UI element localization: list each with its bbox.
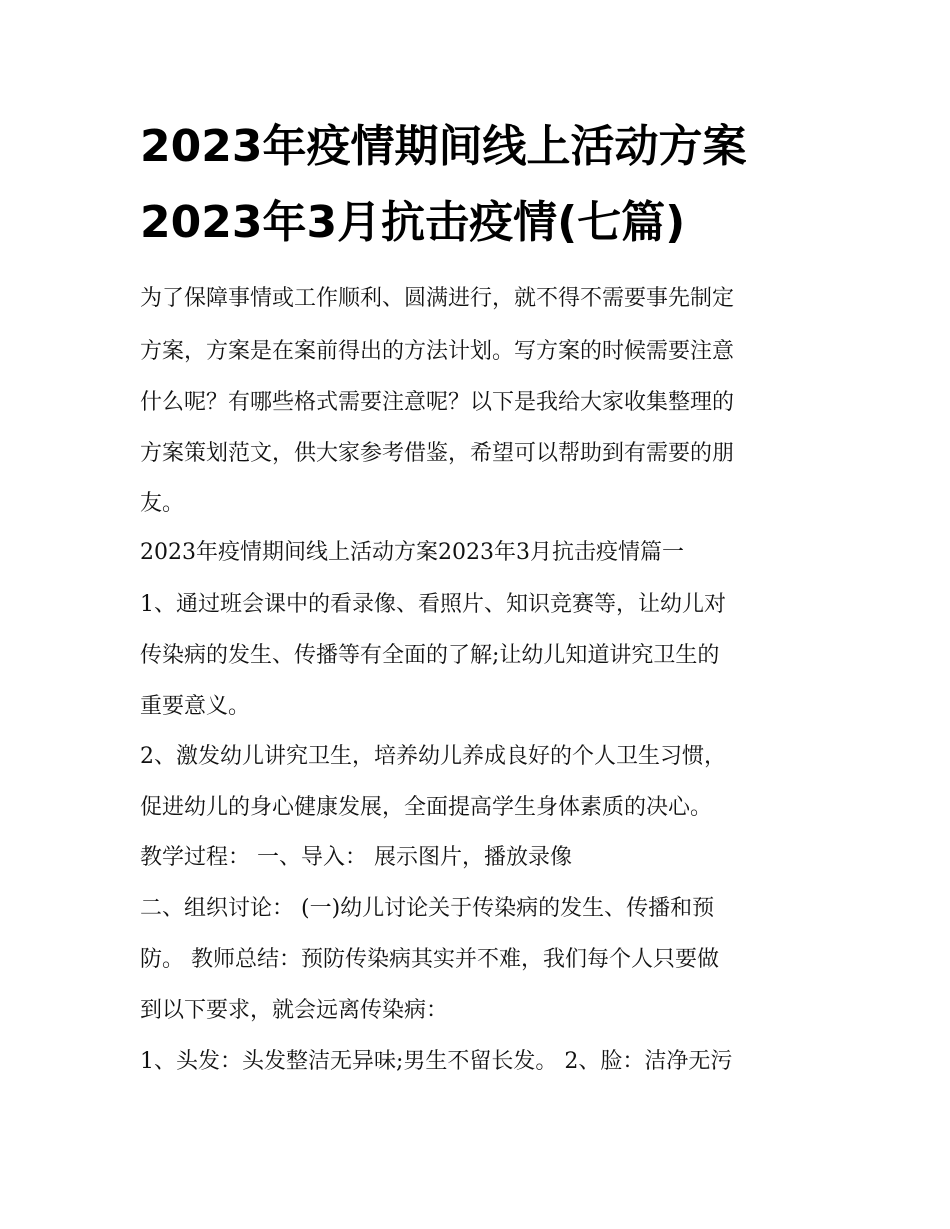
body-line-9: 重要意义。	[140, 694, 251, 719]
body-line-1: 为了保障事情或工作顺利、圆满进行，就不得不需要事先制定	[140, 286, 735, 311]
body-line-5: 友。	[140, 491, 185, 516]
body-line-10: 2、激发幼儿讲究卫生，培养幼儿养成良好的个人卫生习惯，	[140, 744, 726, 769]
section-heading-line: 2023年疫情期间线上活动方案2023年3月抗击疫情篇一	[140, 540, 684, 565]
body-line-7: 1、通过班会课中的看录像、看照片、知识竞赛等，让幼儿对	[140, 592, 726, 617]
body-line-12: 教学过程： 一、导入： 展示图片，播放录像	[140, 845, 572, 870]
body-line-16: 1、头发：头发整洁无异味;男生不留长发。 2、脸：洁净无污	[140, 1049, 733, 1074]
body-line-3: 什么呢？有哪些格式需要注意呢？以下是我给大家收集整理的	[140, 390, 735, 415]
document-title-line-2: 2023年3月抗击疫情(七篇)	[140, 197, 686, 248]
body-line-15: 到以下要求，就会远离传染病：	[140, 998, 449, 1023]
body-line-14: 防。 教师总结：预防传染病其实并不难，我们每个人只要做	[140, 947, 719, 972]
body-line-11: 促进幼儿的身心健康发展，全面提高学生身体素质的决心。	[140, 795, 713, 820]
body-line-13: 二、组织讨论： (一)幼儿讨论关于传染病的发生、传播和预	[140, 896, 715, 921]
body-line-2: 方案，方案是在案前得出的方法计划。写方案的时候需要注意	[140, 339, 735, 364]
body-line-4: 方案策划范文，供大家参考借鉴，希望可以帮助到有需要的朋	[140, 441, 735, 466]
body-line-8: 传染病的发生、传播等有全面的了解;让幼儿知道讲究卫生的	[140, 643, 720, 668]
document-title-line-1: 2023年疫情期间线上活动方案	[140, 121, 747, 172]
